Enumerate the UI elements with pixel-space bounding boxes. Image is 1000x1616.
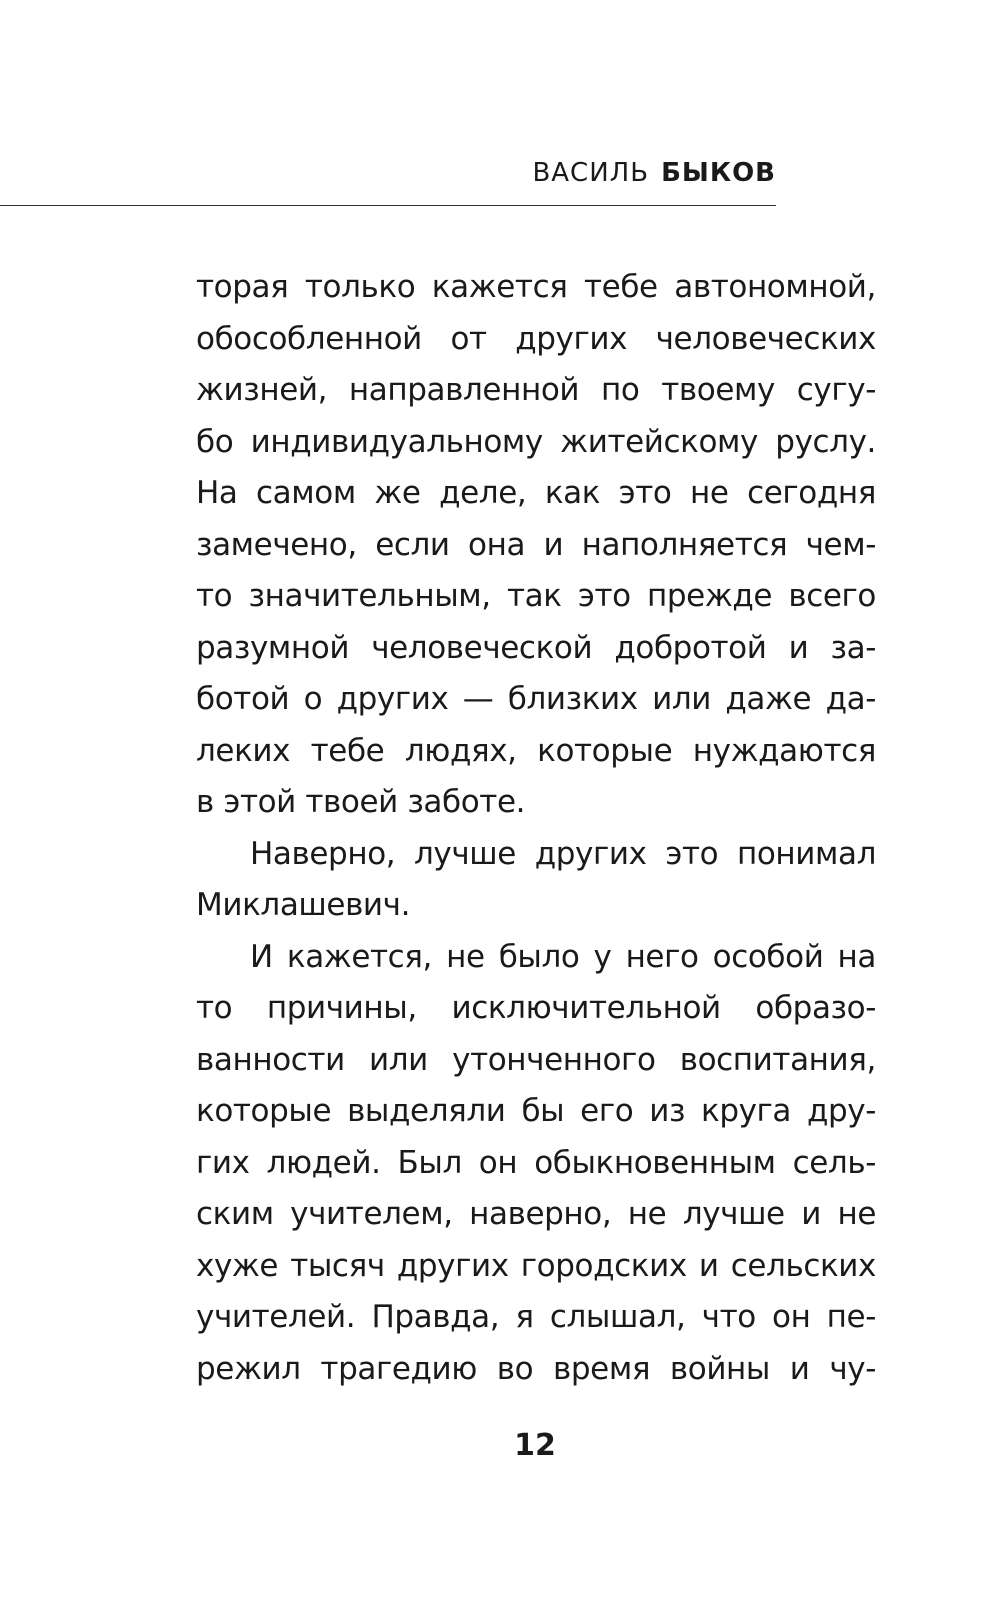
text-line: Миклашевич.	[196, 887, 411, 923]
text-line: леких тебе людях, которые нуждаются	[196, 732, 876, 769]
author-first-name: ВАСИЛЬ	[532, 158, 650, 188]
text-line: замечено, если она и наполняется чем-	[196, 526, 876, 563]
author-last-name: БЫКОВ	[661, 158, 776, 188]
text-line: хуже тысяч других городских и сельских	[196, 1247, 876, 1284]
text-line: то значительным, так это прежде всего	[196, 578, 876, 614]
body-text	[196, 262, 876, 1395]
text-line: На самом же деле, как это не сегодня	[196, 475, 876, 511]
text-line: разумной человеческой добротой и за-	[196, 629, 876, 666]
header-rule	[0, 205, 776, 206]
text-line: в этой твоей заботе.	[196, 784, 526, 820]
text-line: ванности или утонченного воспитания,	[196, 1041, 876, 1078]
text-line: режил трагедию во время войны и чу-	[196, 1350, 876, 1387]
text-line: обособленной от других человеческих	[196, 320, 876, 357]
text-line: ским учителем, наверно, не лучше и не	[196, 1196, 876, 1232]
text-line: ботой о других — близких или даже да-	[196, 681, 876, 717]
text-line: торая только кажется тебе автономной,	[196, 269, 876, 305]
page-number: 12	[514, 1428, 556, 1463]
text-line: гих людей. Был он обыкновенным сель-	[196, 1144, 876, 1181]
text-line: жизней, направленной по твоему сугу-	[196, 372, 876, 408]
running-header	[0, 158, 776, 188]
text-line: бо индивидуальному житейскому руслу.	[196, 423, 876, 460]
paragraph-start-line: И кажется, не было у него особой на	[250, 938, 876, 975]
text-line: учителей. Правда, я слышал, что он пе-	[196, 1299, 876, 1335]
text-line: которые выделяли бы его из круга дру-	[196, 1093, 876, 1129]
text-line: то причины, исключительной образо-	[196, 990, 876, 1026]
paragraph-start-line: Наверно, лучше других это понимал	[250, 835, 876, 872]
